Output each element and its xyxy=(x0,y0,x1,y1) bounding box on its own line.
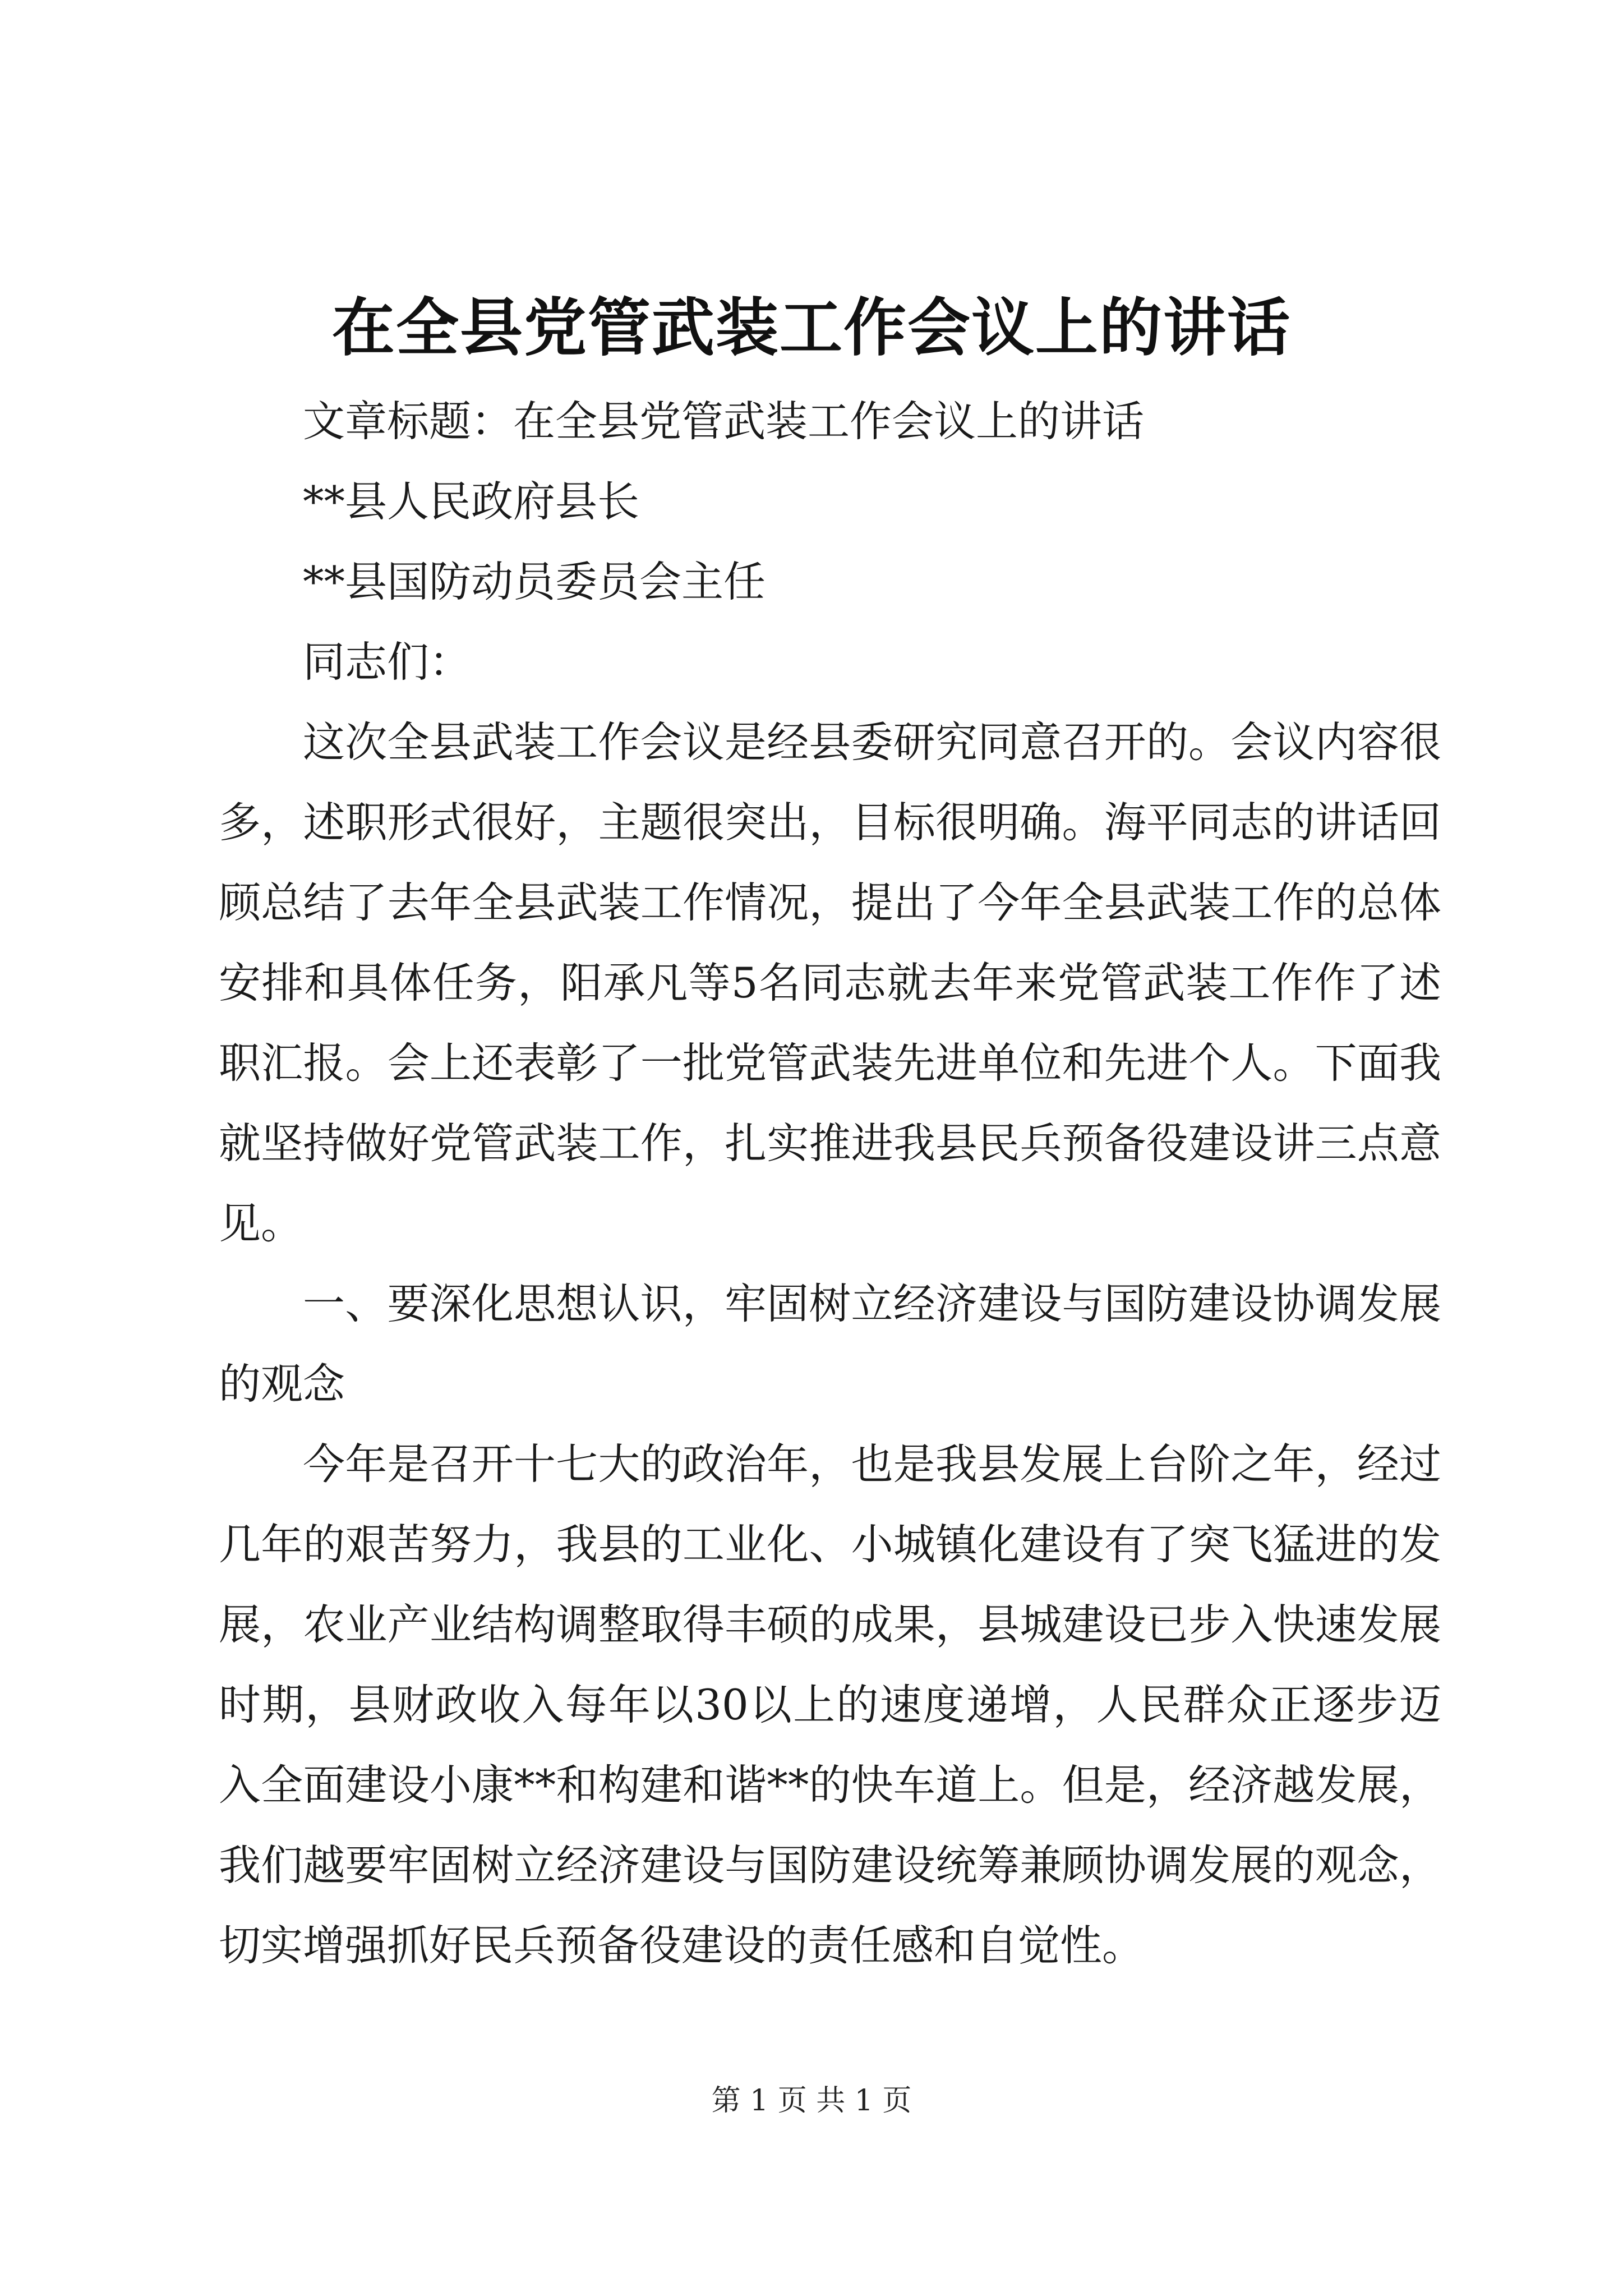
body-paragraph: 这次全县武装工作会议是经县委研究同意召开的。会议内容很多，述职形式很好，主题很突出，目标很明确。海平同志的讲话回顾总结了去年全县武装工作情况，提出了今年全县武装工作的总体安排和具体任务，阳承凡等5名同志就去年来党管武装工作作了述职汇报。会上还表彰了一批党管武装先进单位和先进个人。下面我就坚持做好党管武装工作，扎实推进我县民兵预备役建设讲三点意见。 xyxy=(219,717,1441,1248)
body-paragraph: 今年是召开十七大的政治年，也是我县发展上台阶之年，经过几年的艰苦努力，我县的工业化、小城镇化建设有了突飞猛进的发展，农业产业结构调整取得丰硕的成果，县城建设已步入快速发展时期，县财政收入每年以30以上的速度递增，人民群众正逐步迈入全面建设小康**和构建和谐**的快车道上。但是，经济越发展，我们越要牢固树立经济建设与国防建设统筹兼顾协调发展的观念，切实增强抓好民兵预备役建设的责任感和自觉性。 xyxy=(219,1439,1441,1970)
salutation: 同志们： xyxy=(303,637,472,687)
speaker-role-line: **县国防动员委员会主任 xyxy=(303,557,766,606)
section-heading: 一、要深化思想认识，牢固树立经济建设与国防建设协调发展的观念 xyxy=(219,1279,1441,1409)
document-body xyxy=(219,381,1441,1986)
page-footer: 第 1 页 共 1 页 xyxy=(711,2084,912,2118)
speaker-title-line: **县人民政府县长 xyxy=(303,477,640,526)
article-title-line: 文章标题：在全县党管武装工作会议上的讲话 xyxy=(303,397,1145,446)
document-title: 在全县党管武装工作会议上的讲话 xyxy=(332,291,1291,365)
